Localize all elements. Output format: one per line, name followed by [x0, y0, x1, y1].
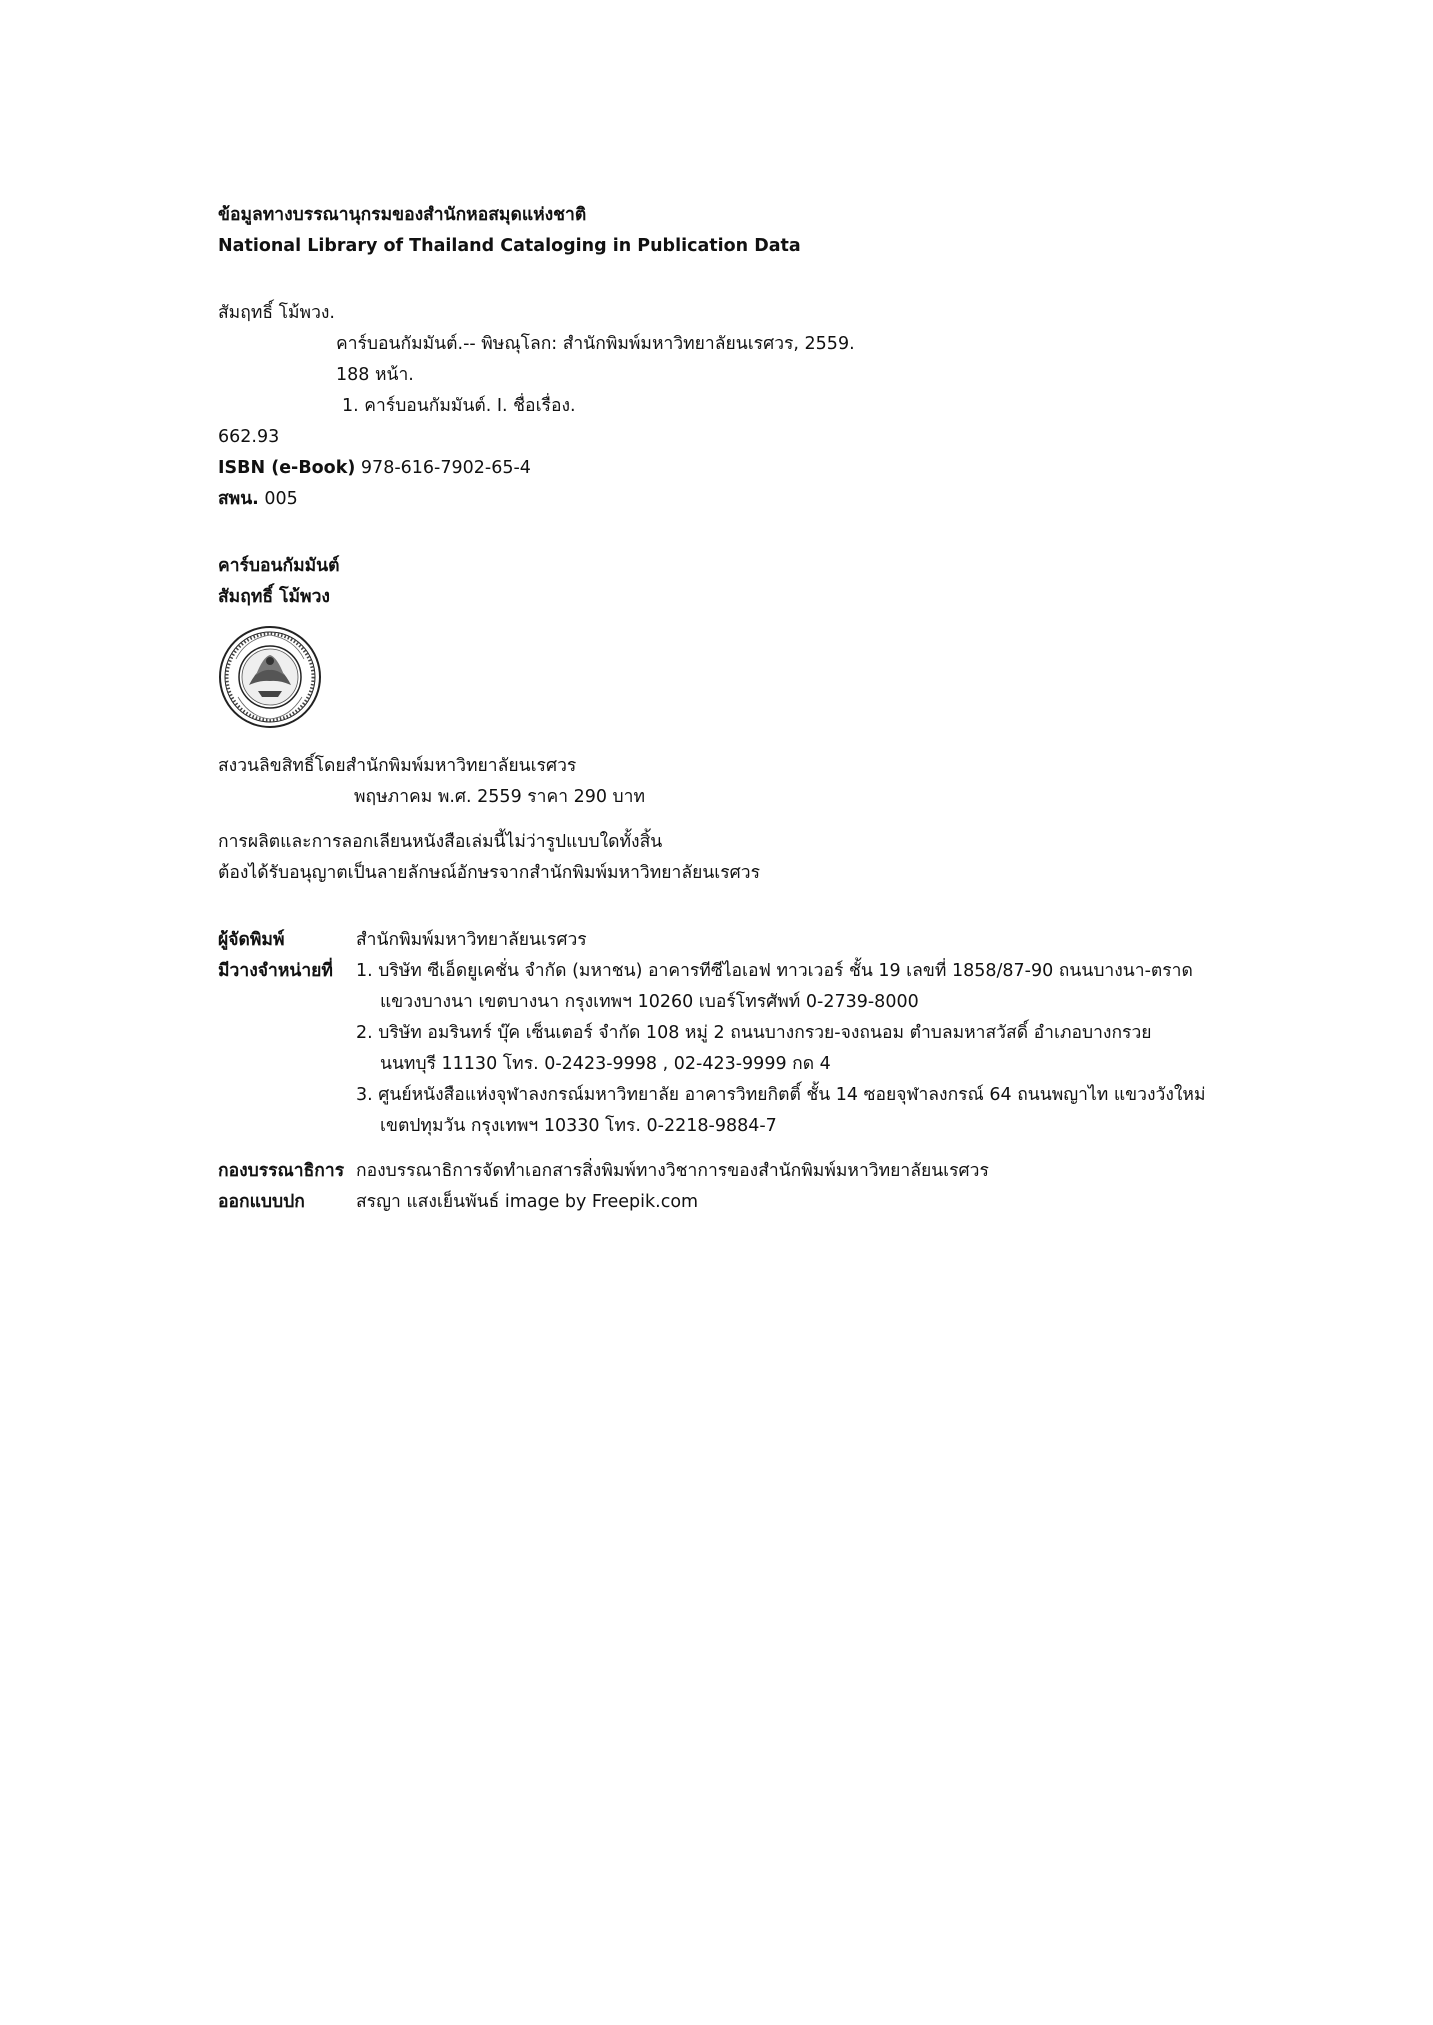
cip-pages: 188 หน้า. — [336, 365, 414, 385]
distribution-row — [218, 956, 1218, 1142]
editorial-row — [218, 1156, 1218, 1187]
publisher-value: สำนักพิมพ์มหาวิทยาลัยนเรศวร — [356, 930, 587, 950]
distribution-item-3: 3. ศูนย์หนังสือแห่งจุฬาลงกรณ์มหาวิทยาลัย อาคารวิทยกิตติ์ ชั้น 14 ซอยจุฬาลงกรณ์ 64 ถนนพญาไท แขวงวังใหม่ — [356, 1085, 1206, 1105]
distribution-item-1: 1. บริษัท ซีเอ็ดยูเคชั่น จำกัด (มหาชน) อาคารทีซีไอเอฟ ทาวเวอร์ ชั้น 19 เลขที่ 1858/87-90 ถนนบางนา-ตราด — [356, 961, 1193, 981]
rights-line-2: พฤษภาคม พ.ศ. 2559 ราคา 290 บาท — [354, 787, 646, 807]
publisher-row — [218, 925, 1218, 956]
editorial-label: กองบรรณาธิการ — [218, 1161, 345, 1181]
cip-snp — [218, 484, 1218, 515]
cip-title-line: คาร์บอนกัมมันต์.-- พิษณุโลก: สำนักพิมพ์มหาวิทยาลัยนเรศวร, 2559. — [336, 334, 855, 354]
university-seal-icon — [218, 625, 322, 729]
isbn-value: 978-616-7902-65-4 — [360, 458, 531, 478]
cover-design-row — [218, 1187, 1218, 1218]
cip-isbn — [218, 453, 1218, 484]
imprint-page — [218, 200, 1218, 1218]
cip-heading-thai: ข้อมูลทางบรรณานุกรมของสำนักหอสมุดแห่งชาติ — [218, 205, 587, 225]
cip-class-number: 662.93 — [218, 427, 280, 447]
distribution-label: มีวางจำหน่ายที่ — [218, 961, 333, 981]
notice-line-2: ต้องได้รับอนุญาตเป็นลายลักษณ์อักษรจากสำนักพิมพ์มหาวิทยาลัยนเรศวร — [218, 863, 761, 883]
distribution-item-3-address: เขตปทุมวัน กรุงเทพฯ 10330 โทร. 0-2218-9884-7 — [380, 1116, 777, 1136]
cover-design-value: สรญา แสงเย็นพันธ์ image by Freepik.com — [356, 1192, 699, 1212]
cover-design-label: ออกแบบปก — [218, 1192, 305, 1212]
publisher-label: ผู้จัดพิมพ์ — [218, 930, 285, 950]
notice-line-1: การผลิตและการลอกเลียนหนังสือเล่มนี้ไม่ว่ารูปแบบใดทั้งสิ้น — [218, 832, 663, 852]
isbn-label: ISBN (e-Book) — [218, 458, 356, 478]
cip-author: สัมฤทธิ์ โม้พวง. — [218, 303, 335, 323]
book-author: สัมฤทธิ์ โม้พวง — [218, 587, 330, 607]
distribution-item-1-address: แขวงบางนา เขตบางนา กรุงเทพฯ 10260 เบอร์โทรศัพท์ 0-2739-8000 — [380, 992, 919, 1012]
editorial-value: กองบรรณาธิการจัดทำเอกสารสิ่งพิมพ์ทางวิชาการของสำนักพิมพ์มหาวิทยาลัยนเรศวร — [356, 1161, 989, 1181]
cip-subjects: 1. คาร์บอนกัมมันต์. I. ชื่อเรื่อง. — [342, 396, 576, 416]
distribution-list — [356, 956, 1206, 1142]
distribution-item-2: 2. บริษัท อมรินทร์ บุ๊ค เซ็นเตอร์ จำกัด 108 หมู่ 2 ถนนบางกรวย-จงถนอม ตำบลมหาสวัสดิ์ อำเภอบางกรวย — [356, 1023, 1152, 1043]
snp-label: สพน. — [218, 489, 259, 509]
cip-heading-english: National Library of Thailand Cataloging in Publication Data — [218, 236, 801, 256]
distribution-item-2-address: นนทบุรี 11130 โทร. 0-2423-9998 , 02-423-9999 กด 4 — [380, 1054, 831, 1074]
book-title: คาร์บอนกัมมันต์ — [218, 556, 340, 576]
snp-value: 005 — [264, 489, 298, 509]
rights-line-1: สงวนลิขสิทธิ์โดยสำนักพิมพ์มหาวิทยาลัยนเรศวร — [218, 756, 577, 776]
